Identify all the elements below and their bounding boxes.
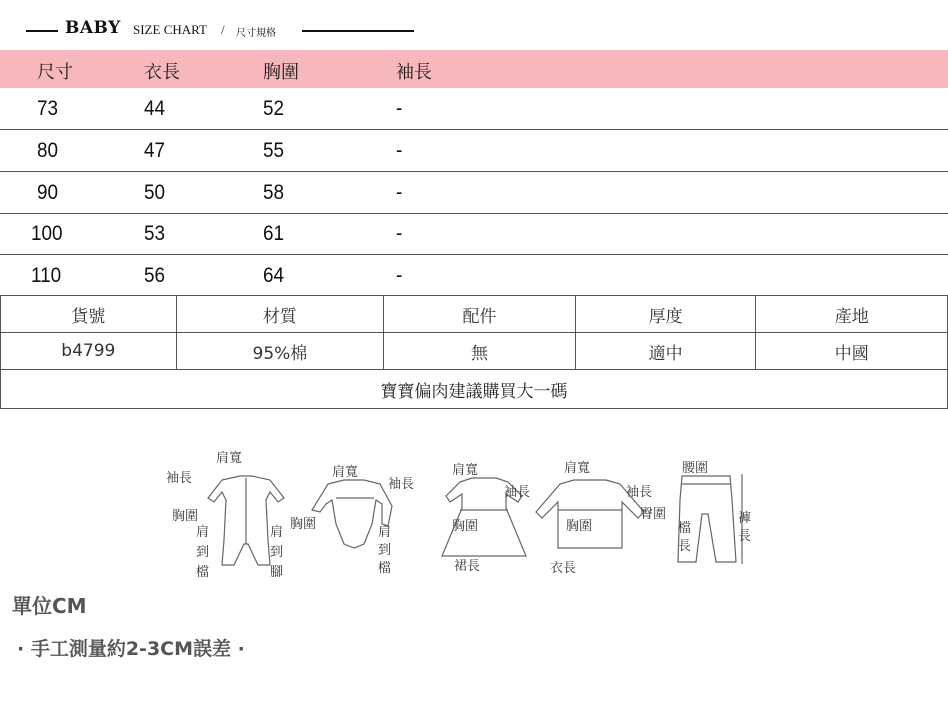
cell-sleeve: - [396, 139, 403, 162]
romper-foot-label-3: 腳 [270, 565, 284, 580]
cell-length: 47 [144, 139, 166, 162]
info-value-thickness: 適中 [576, 333, 757, 369]
pants-rise-label-1: 檔 [678, 521, 692, 536]
cell-length: 50 [144, 181, 166, 204]
bodysuit-chest-label: 胸圍 [290, 517, 317, 532]
header-brand: BABY [65, 18, 121, 38]
cell-sleeve: - [396, 97, 403, 120]
info-value-row [1, 333, 947, 370]
column-header-size: 尺寸 [37, 62, 73, 83]
dress-chest-label: 胸圍 [452, 519, 479, 534]
romper-shoulder-label: 肩寬 [216, 451, 243, 466]
table-row [0, 213, 948, 255]
romper-chest-label: 胸圍 [172, 509, 199, 524]
cell-size: 110 [31, 264, 62, 287]
sizing-advice: 寶寶偏肉建議購買大一碼 [1, 370, 947, 409]
cell-chest: 61 [263, 222, 285, 245]
info-value-item-no: b4799 [1, 333, 177, 369]
info-header-material: 材質 [177, 296, 385, 332]
pants-length-label-2: 長 [738, 529, 752, 544]
bodysuit-sleeve-label: 袖長 [388, 477, 415, 492]
cell-chest: 58 [263, 181, 285, 204]
cell-chest: 64 [263, 264, 285, 287]
measurement-diagrams-svg [160, 440, 760, 590]
header-rule-right [302, 30, 414, 32]
info-value-accessories: 無 [384, 333, 576, 369]
cell-sleeve: - [396, 181, 403, 204]
top-shoulder-label: 肩寬 [564, 461, 591, 476]
cell-sleeve: - [396, 264, 403, 287]
bodysuit-crotch-label-3: 檔 [378, 561, 392, 576]
info-header-thickness: 厚度 [576, 296, 757, 332]
dress-shoulder-label: 肩寬 [452, 463, 479, 478]
dress-skirt-length-label: 裙長 [454, 559, 481, 574]
top-sleeve-label: 袖長 [626, 485, 653, 500]
pants-hip-label: 臀圍 [640, 507, 667, 522]
tolerance-note: · 手工測量約2-3CM誤差 · [17, 638, 245, 660]
pants-waist-label: 腰圍 [682, 461, 709, 476]
table-row [0, 255, 948, 296]
cell-size: 100 [31, 222, 63, 245]
info-value-origin: 中國 [834, 343, 869, 364]
header-separator: / [221, 22, 225, 37]
column-header-length: 衣長 [144, 62, 180, 83]
measurement-diagrams [160, 440, 760, 590]
header-subtitle-cn: 尺寸規格 [236, 28, 276, 39]
column-header-sleeve: 袖長 [396, 62, 432, 83]
column-header-chest: 胸圍 [263, 62, 299, 83]
top-length-label: 衣長 [550, 561, 577, 576]
cell-length: 53 [144, 222, 166, 245]
unit-label: 單位CM [12, 594, 87, 618]
cell-size: 90 [37, 181, 59, 204]
info-header-accessories: 配件 [384, 296, 576, 332]
cell-chest: 52 [263, 97, 285, 120]
cell-sleeve: - [396, 222, 403, 245]
cell-chest: 55 [263, 139, 285, 162]
info-header-item-no: 貨號 [1, 296, 177, 332]
header-subtitle: SIZE CHART [133, 22, 207, 37]
table-row [0, 88, 948, 130]
bodysuit-crotch-label-2: 到 [378, 543, 392, 558]
info-value-material: 95%棉 [177, 333, 385, 369]
product-info-table [0, 295, 948, 409]
cell-size: 73 [37, 97, 59, 120]
cell-length: 44 [144, 97, 166, 120]
info-header-origin: 產地 [834, 306, 869, 327]
pants-rise-label-2: 長 [678, 539, 692, 554]
romper-crotch-label-1: 肩 [196, 525, 210, 540]
bodysuit-shoulder-label: 肩寬 [332, 465, 359, 480]
chart-header [0, 18, 420, 42]
romper-crotch-label-2: 到 [196, 545, 210, 560]
header-rule-left [26, 30, 58, 32]
bodysuit-crotch-label-1: 肩 [378, 525, 392, 540]
romper-foot-label-2: 到 [270, 545, 284, 560]
pants-length-label-1: 褲 [738, 511, 752, 526]
table-row [0, 130, 948, 172]
romper-crotch-label-3: 檔 [196, 565, 210, 580]
table-row [0, 172, 948, 214]
cell-length: 56 [144, 264, 166, 287]
romper-foot-label-1: 肩 [270, 525, 284, 540]
top-chest-label: 胸圍 [566, 519, 593, 534]
cell-size: 80 [37, 139, 59, 162]
size-table-header [0, 50, 948, 88]
romper-sleeve-label: 袖長 [166, 471, 193, 486]
info-header-row [1, 296, 947, 333]
dress-sleeve-label: 袖長 [504, 485, 531, 500]
